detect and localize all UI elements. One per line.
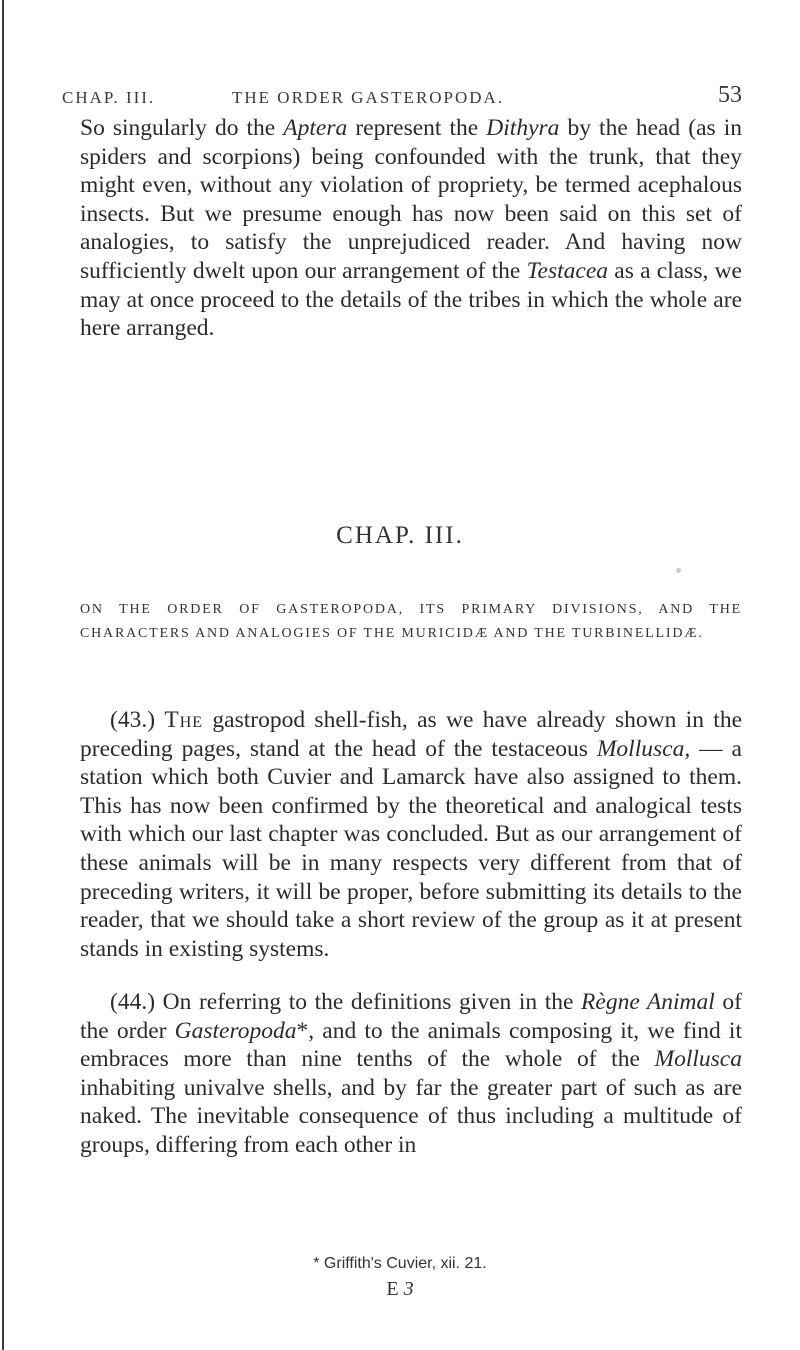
paragraph-43: (43.) The gastropod shell-fish, as we have already shown in the preceding pages, stand at the head of the testaceous Mollusca, — a station which both Cuvier and Lamarck have also assigned to them. This has now been confirmed by the theoretical and analogical tests with which our last chapter was concluded. But as our arrangement of these animals will be in many respects very different from that of preceding writers, it will be proper, before submitting its details to the reader, that we should take a short review of the group as it at present stands in existing systems. — [80, 707, 742, 962]
running-head-chapter: CHAP. III. — [62, 88, 156, 107]
paragraph-44: (44.) On referring to the definitions given in the Règne Animal of the order Gasteropoda*, and to the animals composing it, we find it embraces more than nine tenths of the whole of the Mollusca inhabiting univalve shells, and by far the greater part of such as are naked. The inevitable consequence of thus including a multitude of groups, differing from each other in — [80, 989, 742, 1158]
running-head-title: THE ORDER GASTEROPODA. — [232, 88, 505, 107]
italic-term: Dithyra — [486, 115, 560, 141]
italic-term: Testacea — [526, 257, 609, 284]
footnote: * Griffith's Cuvier, xii. 21. — [313, 1255, 487, 1272]
italic-term: Aptera — [283, 115, 348, 141]
paragraph-analogies: So singularly do the Aptera represent the Dithyra by the head (as in spiders and scorpions) being confounded with the trunk, that they might even, without any violation of propriety, be termed acephalous insects. But we presume enough has now been said on this set of analogies, to satisfy the unprejudiced reader. And having now sufficiently dwelt upon our arrangement of the Testacea as a class, we may at once proceed to the details of the tribes in which the whole are here arranged. — [80, 115, 742, 342]
italic-term: Mollusca — [654, 1046, 742, 1073]
chapter-title: CHAP. III. — [336, 522, 464, 549]
signature-mark: E 3 — [386, 1278, 414, 1300]
chapter-subtitle: ON THE ORDER OF GASTEROPODA, ITS PRIMARY DIVISIONS, AND THE CHARACTERS AND ANALOGIES OF THE MURICIDÆ AND THE TURBINELLIDÆ. — [80, 602, 742, 641]
running-head — [62, 82, 742, 112]
ornament-dot — [676, 568, 681, 573]
page-number: 53 — [718, 82, 742, 108]
page-edge-line — [2, 0, 4, 1350]
italic-term: Règne Animal — [581, 989, 715, 1015]
italic-term: Mollusca, — [596, 735, 691, 762]
italic-term: Gasteropoda — [174, 1017, 297, 1044]
